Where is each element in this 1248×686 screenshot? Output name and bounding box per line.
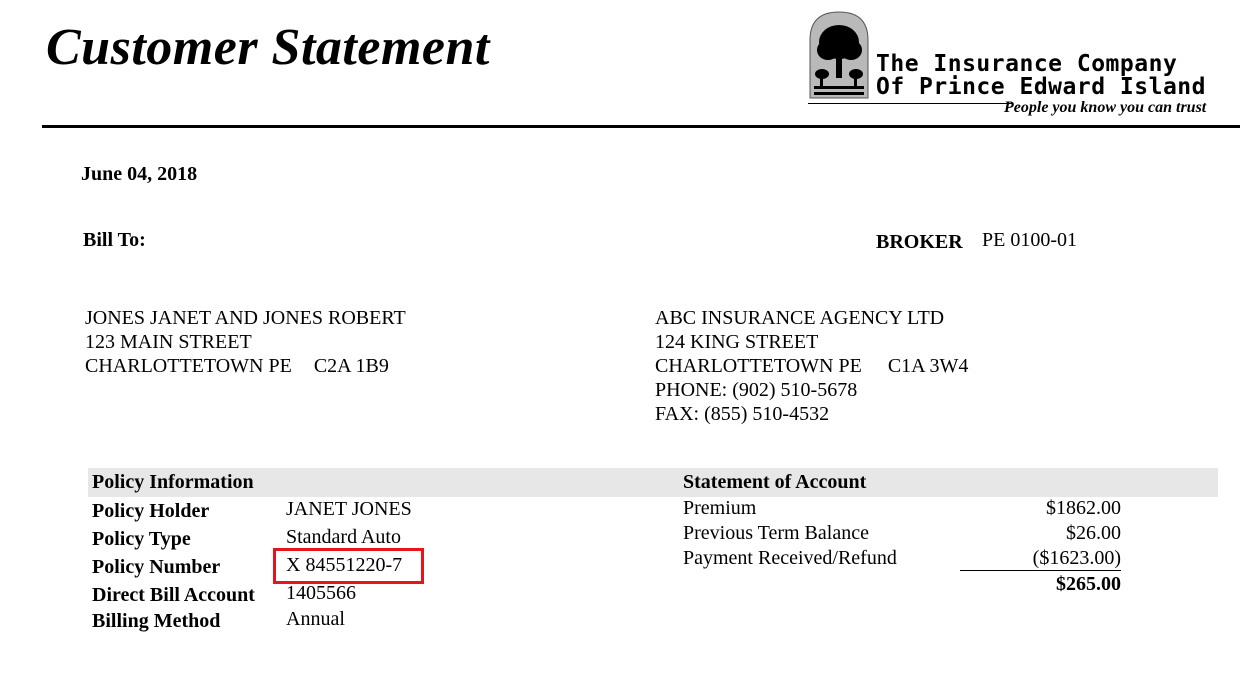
broker-city-line	[655, 354, 968, 378]
header-divider	[42, 125, 1240, 128]
statement-date: June 04, 2018	[81, 163, 198, 185]
broker-street: 124 KING STREET	[655, 331, 819, 353]
policy-number-label: Policy Number	[92, 556, 221, 578]
premium-label: Premium	[683, 497, 757, 519]
payment-refund-label: Payment Received/Refund	[683, 547, 897, 569]
previous-balance-label: Previous Term Balance	[683, 522, 869, 544]
bill-to-city: CHARLOTTETOWN PE	[85, 355, 292, 377]
policy-holder-label: Policy Holder	[92, 500, 210, 522]
premium-amount: $1862.00	[1046, 497, 1121, 519]
tree-logo-icon	[808, 10, 870, 100]
policy-number-value: X 84551220-7	[286, 554, 403, 576]
bill-to-name: JONES JANET AND JONES ROBERT	[85, 307, 406, 329]
policy-info-title: Policy Information	[92, 471, 254, 493]
broker-fax: FAX: (855) 510-4532	[655, 403, 830, 425]
policy-type-label: Policy Type	[92, 528, 191, 550]
broker-address	[655, 306, 968, 426]
statement-title-section: Statement of Account	[683, 471, 867, 493]
logo-underline	[808, 103, 1012, 104]
section-header-band	[88, 468, 1218, 497]
policy-holder-value: JANET JONES	[286, 498, 412, 520]
bill-to-postal: C2A 1B9	[313, 355, 389, 377]
statement-title: Customer Statement	[46, 19, 490, 76]
bill-to-street: 123 MAIN STREET	[85, 331, 252, 353]
direct-bill-account-value: 1405566	[286, 582, 356, 604]
bill-to-city-line	[85, 354, 406, 378]
broker-code: PE 0100-01	[982, 229, 1077, 251]
bill-to-label: Bill To:	[83, 229, 146, 251]
billing-method-label: Billing Method	[92, 610, 221, 632]
total-amount: $265.00	[1056, 573, 1121, 595]
company-name-line2: Of Prince Edward Island	[876, 74, 1206, 100]
bill-to-address	[85, 306, 406, 378]
company-name-line1: The Insurance Company	[876, 51, 1178, 77]
total-underline	[960, 570, 1121, 571]
direct-bill-account-label: Direct Bill Account	[92, 584, 255, 606]
payment-refund-amount: ($1623.00)	[1032, 547, 1121, 569]
broker-postal: C1A 3W4	[887, 355, 969, 377]
broker-city: CHARLOTTETOWN PE	[655, 355, 862, 377]
company-tagline: People you know you can trust	[1004, 99, 1207, 116]
billing-method-value: Annual	[286, 608, 345, 630]
previous-balance-amount: $26.00	[1066, 522, 1121, 544]
broker-phone: PHONE: (902) 510-5678	[655, 379, 858, 401]
policy-type-value: Standard Auto	[286, 526, 401, 548]
broker-name: ABC INSURANCE AGENCY LTD	[655, 307, 945, 329]
broker-label: BROKER	[876, 231, 963, 253]
